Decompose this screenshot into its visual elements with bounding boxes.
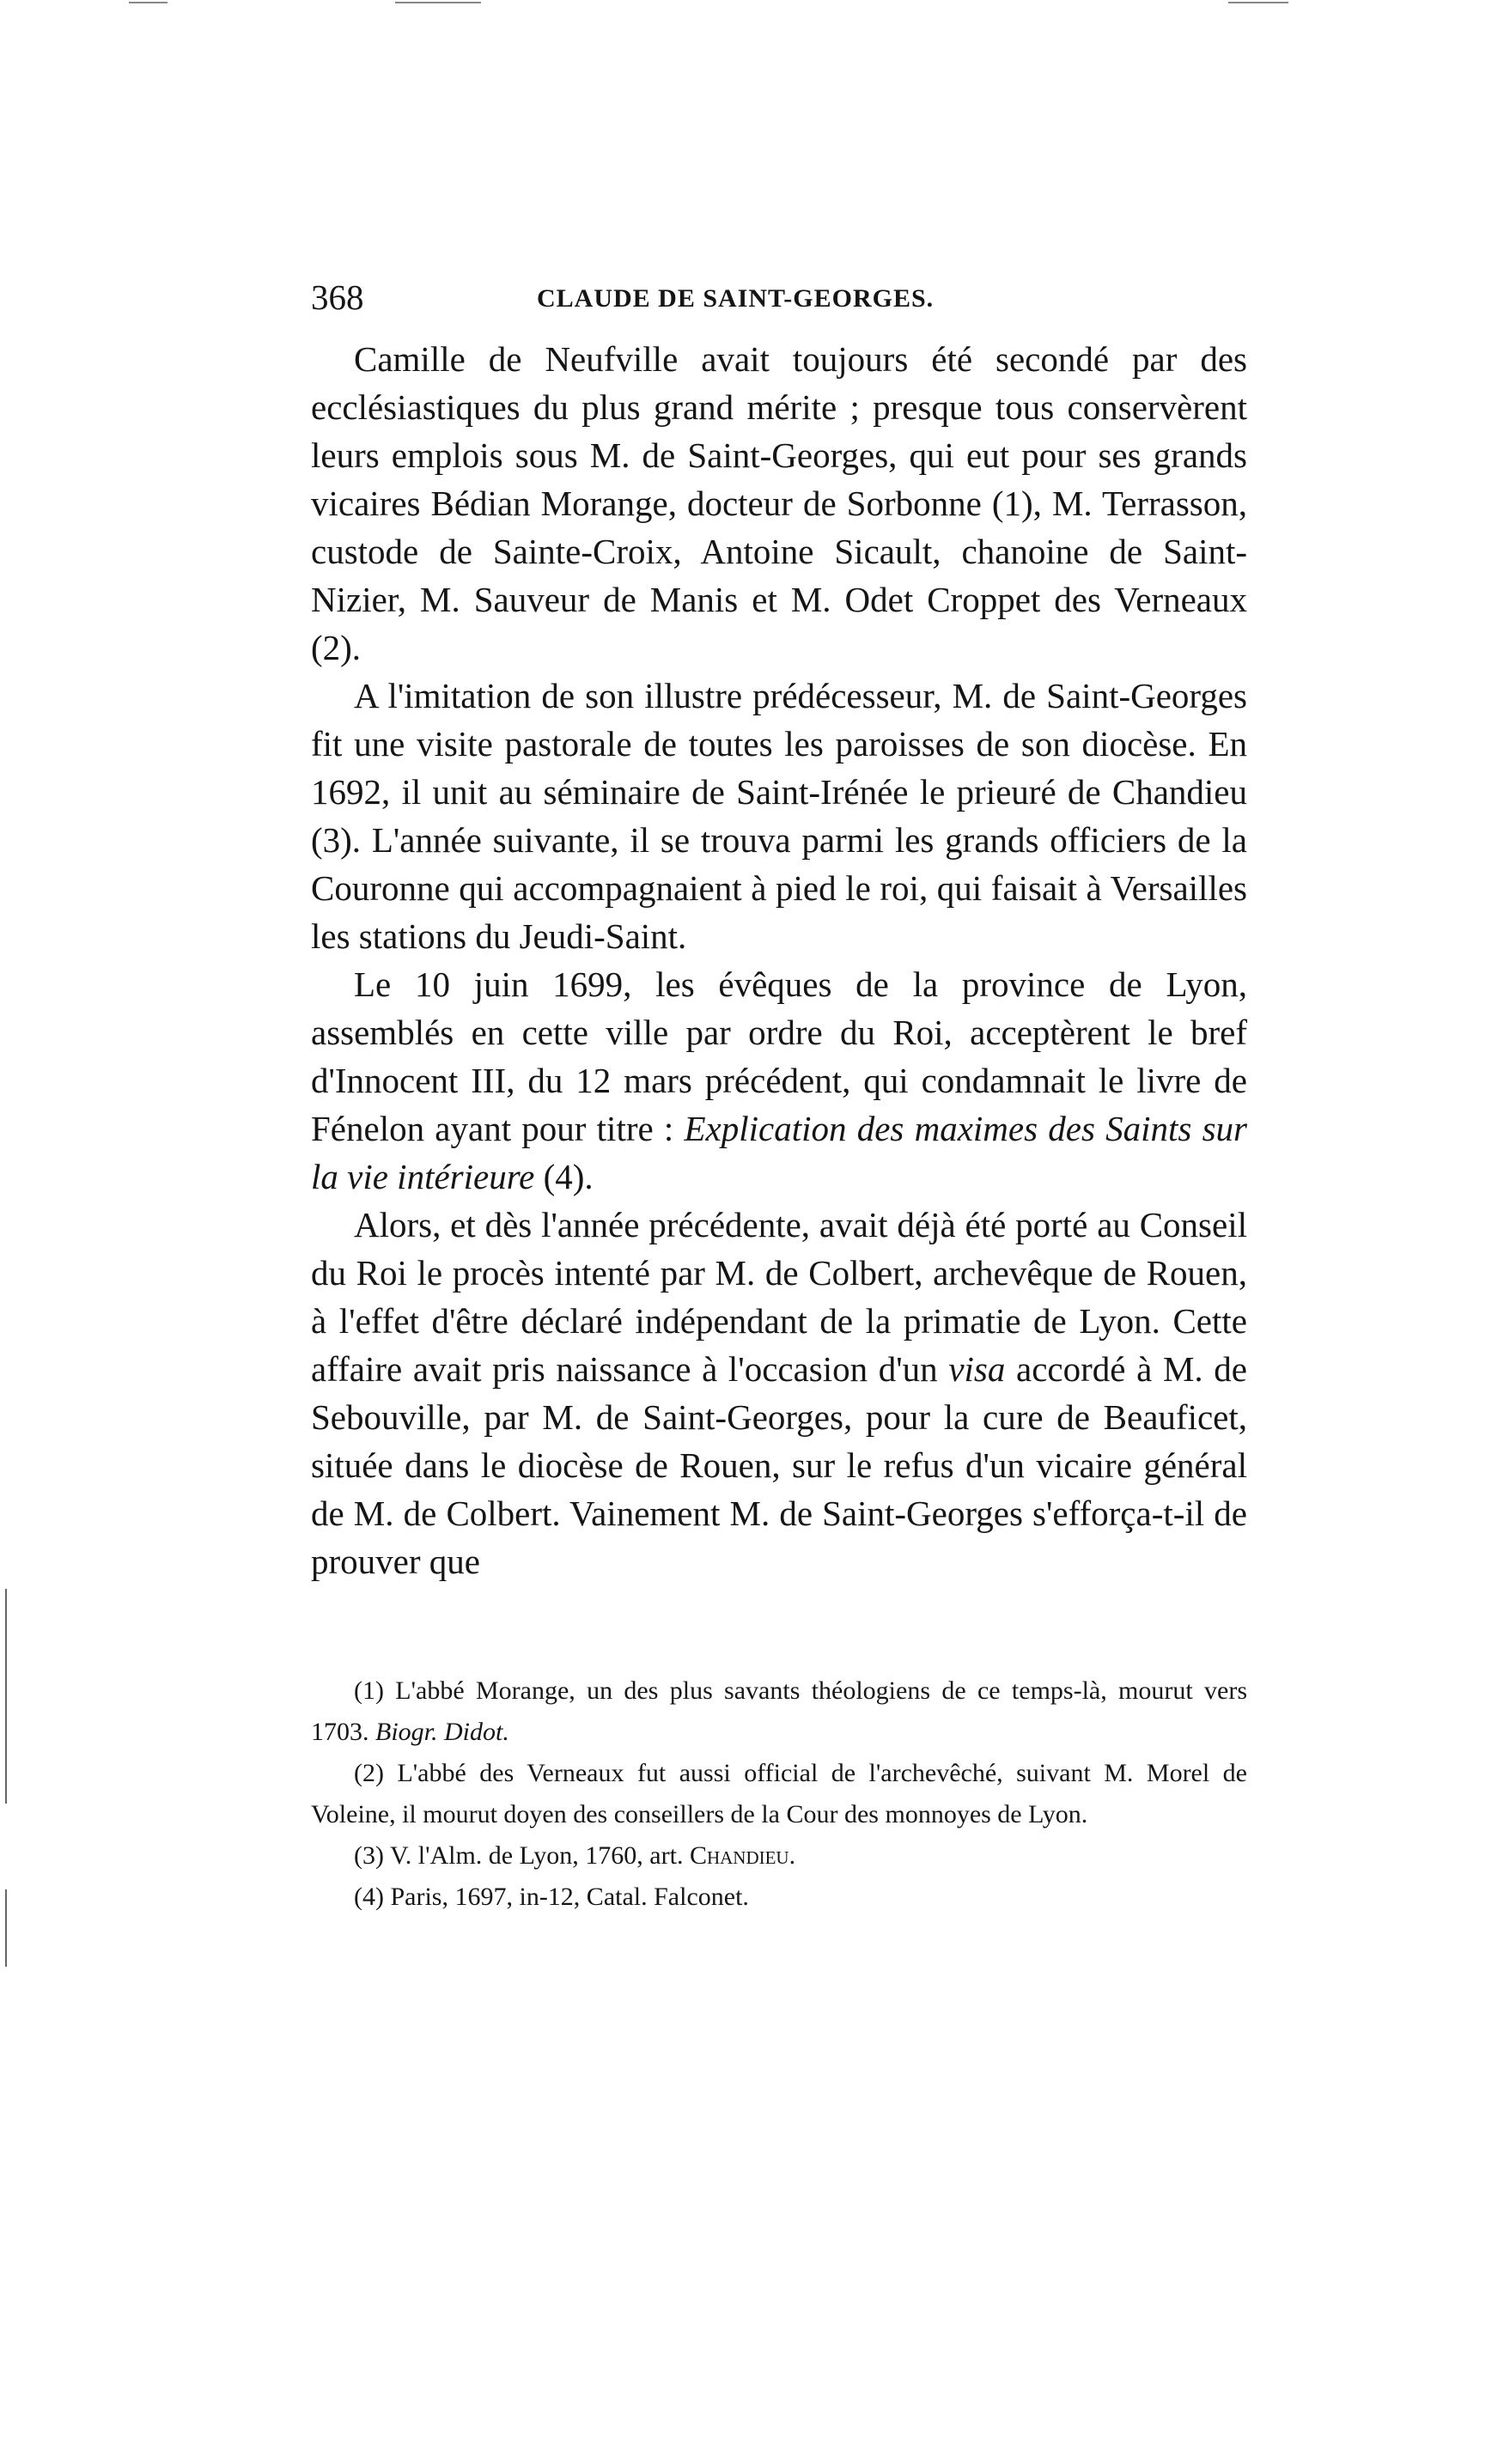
footnote-3 [311, 1835, 1247, 1877]
italic-term: visa [948, 1349, 1006, 1389]
main-text [311, 335, 1247, 1585]
page-number: 368 [311, 277, 364, 317]
running-title: CLAUDE DE SAINT-GEORGES. [537, 284, 935, 313]
paragraph: Camille de Neufville avait toujours été secondé par des ecclésiastiques du plus grand mérite ; presque tous conservèrent leurs emplois sous M. de Saint-Georges, qui eut pour ses grands vicaires Bédian Morange, docteur de Sorbonne (1), M. Terrasson, custode de Sainte-Croix, Antoine Sicault, chanoine de Saint-Nizier, M. Sauveur de Manis et M. Odet Croppet des Verneaux (2). [311, 339, 1247, 667]
footnote-smallcaps-term: Chandieu. [689, 1841, 796, 1870]
footnote-2: (2) L'abbé des Verneaux fut aussi official de l'archevêché, suivant M. Morel de Voleine, il mourut doyen des conseillers de la Cour des monnoyes de Lyon. [311, 1759, 1247, 1828]
footnotes [311, 1670, 1247, 1918]
footnote-4: (4) Paris, 1697, in-12, Catal. Falconet. [354, 1883, 749, 1911]
paragraph-text: (4). [534, 1157, 594, 1196]
paragraph-text: Alors, et dès l'année précédente, avait déjà été porté au Conseil du Roi le procès intenté par M. de Colbert, archevêque de Rouen, à l'effet d'être déclaré indépendant de la primatie de Lyon. Cette affaire avait pris naissance à l'occasion d'un [311, 1205, 1247, 1389]
paragraph-text: accordé à M. de Sebouville, par M. de Saint-Georges, pour la cure de Beauficet, située dans le diocèse de Rouen, sur le refus d'un vicaire général de M. de Colbert. Vainement M. de Saint-Georges s'efforça-t-il de prouver que [311, 1349, 1247, 1581]
footnote-source: Biogr. Didot. [375, 1718, 509, 1746]
footnote-text: (1) L'abbé Morange, un des plus savants théologiens de ce temps-là, mourut vers 1703. [311, 1676, 1247, 1746]
paragraph [311, 1201, 1247, 1585]
page-header [311, 277, 1247, 328]
footnote-1 [311, 1670, 1247, 1753]
footnote-text: (3) V. l'Alm. de Lyon, 1760, art. [354, 1841, 690, 1870]
book-title: Explication des maximes des Saints sur la vie intérieure [311, 1109, 1247, 1196]
paragraph-text: Le 10 juin 1699, les évêques de la province de Lyon, assemblés en cette ville par ordre du Roi, acceptèrent le bref d'Innocent III, du 12 mars précédent, qui condamnait le livre de Fénelon ayant pour titre : [311, 964, 1247, 1148]
paragraph [311, 960, 1247, 1201]
paragraph: A l'imitation de son illustre prédécesseur, M. de Saint-Georges fit une visite pastorale de toutes les paroisses de son diocèse. En 1692, il unit au séminaire de Saint-Irénée le prieuré de Chandieu (3). L'année suivante, il se trouva parmi les grands officiers de la Couronne qui accompagnaient à pied le roi, qui faisait à Versailles les stations du Jeudi-Saint. [311, 676, 1247, 956]
